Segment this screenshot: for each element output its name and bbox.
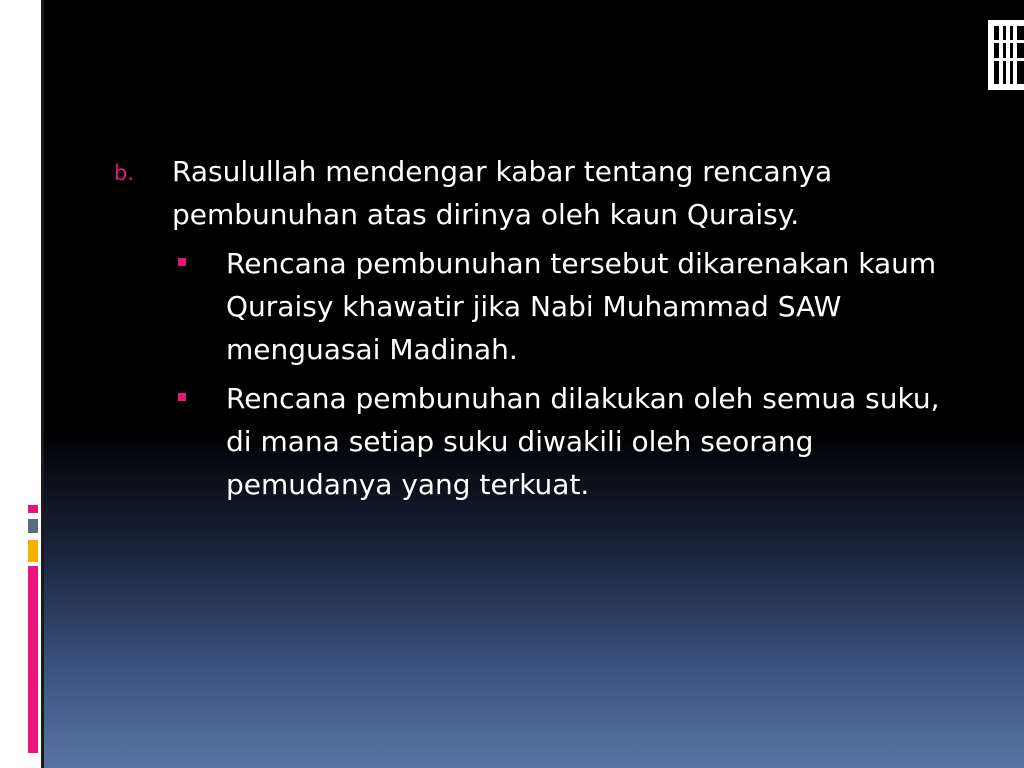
sub-list-item <box>110 377 970 506</box>
left-strip-shadow <box>41 0 44 768</box>
sub-item-text: Rencana pembunuhan dilakukan oleh semua suku, di mana setiap suku diwakili oleh seorang pemudanya yang terkuat. <box>226 382 940 501</box>
item-marker: b. <box>114 161 135 185</box>
sub-list-item <box>110 242 970 371</box>
accent-bar-gray <box>28 519 38 533</box>
square-bullet-icon <box>178 393 186 401</box>
slide-body <box>110 150 970 506</box>
sub-item-text: Rencana pembunuhan tersebut dikarenakan kaum Quraisy khawatir jika Nabi Muhammad SAW menguasai Madinah. <box>226 247 937 366</box>
accent-bar-orange <box>28 540 38 562</box>
accent-bar-pink-top <box>28 505 38 513</box>
list-item <box>110 150 970 236</box>
vertical-bars-decoration-icon <box>988 20 1024 90</box>
square-bullet-icon <box>178 258 186 266</box>
accent-bar-pink-long <box>28 566 38 753</box>
item-text: Rasulullah mendengar kabar tentang rencanya pembunuhan atas dirinya oleh kaun Quraisy. <box>172 155 833 231</box>
